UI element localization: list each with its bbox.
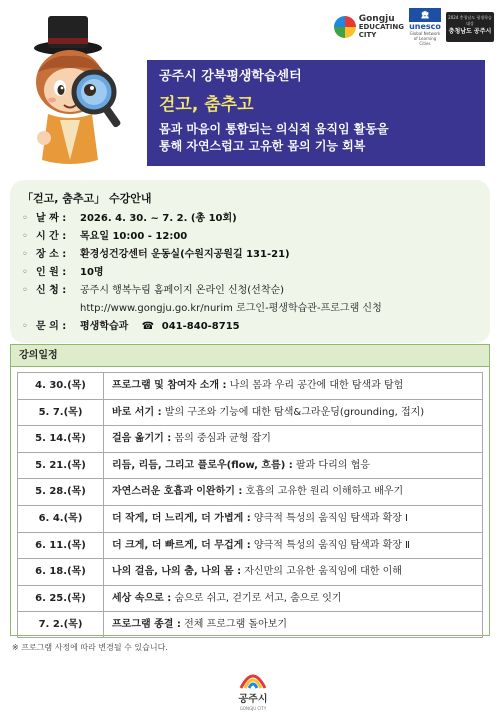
schedule-content [104,533,482,559]
info-row-place [22,246,478,264]
schedule-date: 5. 28.(목) [18,479,104,505]
info-label: 문 의 : [36,321,67,332]
course-guide [10,180,490,343]
schedule-date: 6. 11.(목) [18,533,104,559]
bullet: ◦ [22,285,28,296]
program-description-line1: 몸과 마음이 통합되는 의식적 움직임 활동을 [159,122,389,136]
program-description [159,121,473,155]
schedule-content [104,373,482,399]
header-logos [334,8,494,46]
contact-dept: 평생학습과 [80,321,129,332]
program-description-line2: 통해 자연스럽고 고유한 몸의 기능 회복 [159,139,366,153]
gongju-city-footer-logo [228,668,278,712]
schedule-desc: 숨으로 쉬고, 걷기로 서고, 춤으로 잇기 [171,592,342,604]
schedule-topic: 나의 걸음, 나의 춤, 나의 몸 : [112,566,242,578]
schedule-desc: 팔과 다리의 협응 [292,459,370,471]
gongju-logo-line1: Gongju [358,14,395,24]
schedule-date: 6. 4.(목) [18,506,104,532]
table-row [17,425,483,452]
table-row [17,558,483,585]
schedule-content [104,559,482,585]
schedule-desc: 발의 구조와 기능에 대한 탐색&그라운딩(grounding, 접지) [161,406,425,418]
schedule-content [104,506,482,532]
bullet: ◦ [22,267,28,278]
program-title: 걷고, 춤추고 [159,95,254,115]
info-row-date [22,210,478,228]
course-guide-title: 「걷고, 춤추고」 수강안내 [22,192,152,205]
schedule-topic: 더 크게, 더 빠르게, 더 무겁게 : [112,539,251,551]
schedule-topic: 더 작게, 더 느리게, 더 가볍게 : [112,512,251,524]
table-row [17,611,483,638]
contact-phone: 041-840-8715 [161,321,240,332]
info-value: 목요일 10:00 - 12:00 [80,231,188,242]
chungnam-award-name: 충청남도 공주시 [448,28,492,35]
schedule-desc: 전체 프로그램 돌아보기 [180,619,288,631]
schedule-date: 7. 2.(목) [18,612,104,637]
footer-city-sub: GONGJU CITY [239,706,267,711]
bullet: ◦ [22,249,28,260]
gongju-educating-city-logo [334,15,404,39]
schedule-content [104,453,482,479]
table-row [17,585,483,612]
chungnam-award-logo [446,12,494,42]
schedule-desc: 몸의 중심과 균형 잡기 [171,433,271,445]
schedule-content [104,400,482,426]
info-row-capacity [22,264,478,282]
unesco-logo [409,8,441,46]
schedule-date: 6. 18.(목) [18,559,104,585]
schedule-content [104,612,482,637]
info-value: 환경성건강센터 운동실(수원지공원길 131-21) [80,249,290,260]
unesco-logo-name: unesco [409,22,441,31]
schedule-topic: 자연스러운 호흡과 이완하기 : [112,486,243,498]
unesco-temple-icon: 🏛 [409,8,441,22]
info-label: 날 짜 : [36,213,67,224]
schedule-topic: 걸음 옮기기 : [112,433,172,445]
info-value: 2026. 4. 30. ~ 7. 2. (총 10회) [80,213,237,224]
info-value: 공주시 행복누림 홈페이지 온라인 신청(선착순) [80,285,285,296]
info-row-apply [22,282,478,300]
info-row-contact [22,318,478,336]
chungnam-award-top: 2024 충청남도 평생학습 대상 [448,15,492,26]
table-row [17,532,483,559]
schedule-content [104,426,482,452]
info-value [80,318,240,336]
mascot-magnifier-icon [20,10,130,170]
schedule-date: 6. 25.(목) [18,586,104,612]
schedule-desc: 양극적 특성의 움직임 탐색과 확장 Ⅱ [250,539,410,551]
gongju-logo-line2: EDUCATING [358,23,404,31]
info-label: 장 소 : [36,249,67,260]
center-name: 공주시 강북평생학습센터 [159,69,302,84]
schedule-date: 4. 30.(목) [18,373,104,399]
gongju-logo-line3: CITY [358,31,377,39]
gongju-city-logo-icon [238,668,268,690]
footer-city-name: 공주시 [238,694,268,705]
phone-icon: ☎ [141,321,155,332]
unesco-logo-sub: Global Network of Learning Cities [409,31,441,46]
table-row [17,399,483,426]
gongju-logo-icon [334,16,356,38]
schedule-topic: 세상 속으로 : [112,592,172,604]
info-label: 시 간 : [36,231,67,242]
table-row [17,505,483,532]
schedule-desc: 양극적 특성의 움직임 탐색과 확장 Ⅰ [250,512,409,524]
schedule-header: 강의일정 [11,345,489,367]
info-value: 10명 [80,267,104,278]
table-row [17,372,483,399]
schedule-date: 5. 21.(목) [18,453,104,479]
schedule-topic: 바로 서기 : [112,406,162,418]
lecture-schedule [10,344,490,636]
schedule-date: 5. 14.(목) [18,426,104,452]
schedule-content [104,479,482,505]
schedule-topic: 리듬, 리듬, 그리고 플로우(flow, 흐름) : [112,459,293,471]
schedule-topic: 프로그램 종결 : [112,619,181,631]
table-row [17,452,483,479]
info-label: 신 청 : [36,285,67,296]
schedule-topic: 프로그램 및 참여자 소개 : [112,380,227,391]
table-row [17,478,483,505]
apply-url[interactable]: http://www.gongju.go.kr/nurim 로그인-평생학습관-프로그램 신청 [80,303,382,314]
bullet: ◦ [22,213,28,224]
schedule-desc: 나의 몸과 우리 공간에 대한 탐색과 탐험 [226,380,404,391]
schedule-desc: 호흡의 고유한 원리 이해하고 배우기 [242,486,404,498]
program-title-box [147,60,485,166]
schedule-desc: 자신만의 고유한 움직임에 대한 이해 [241,566,402,578]
bullet: ◦ [22,231,28,242]
schedule-date: 5. 7.(목) [18,400,104,426]
schedule-table [11,367,489,643]
change-notice: ※ 프로그램 사정에 따라 변경될 수 있습니다. [12,643,168,652]
info-label: 인 원 : [36,267,67,278]
schedule-content [104,586,482,612]
bullet: ◦ [22,321,28,332]
info-row-time [22,228,478,246]
